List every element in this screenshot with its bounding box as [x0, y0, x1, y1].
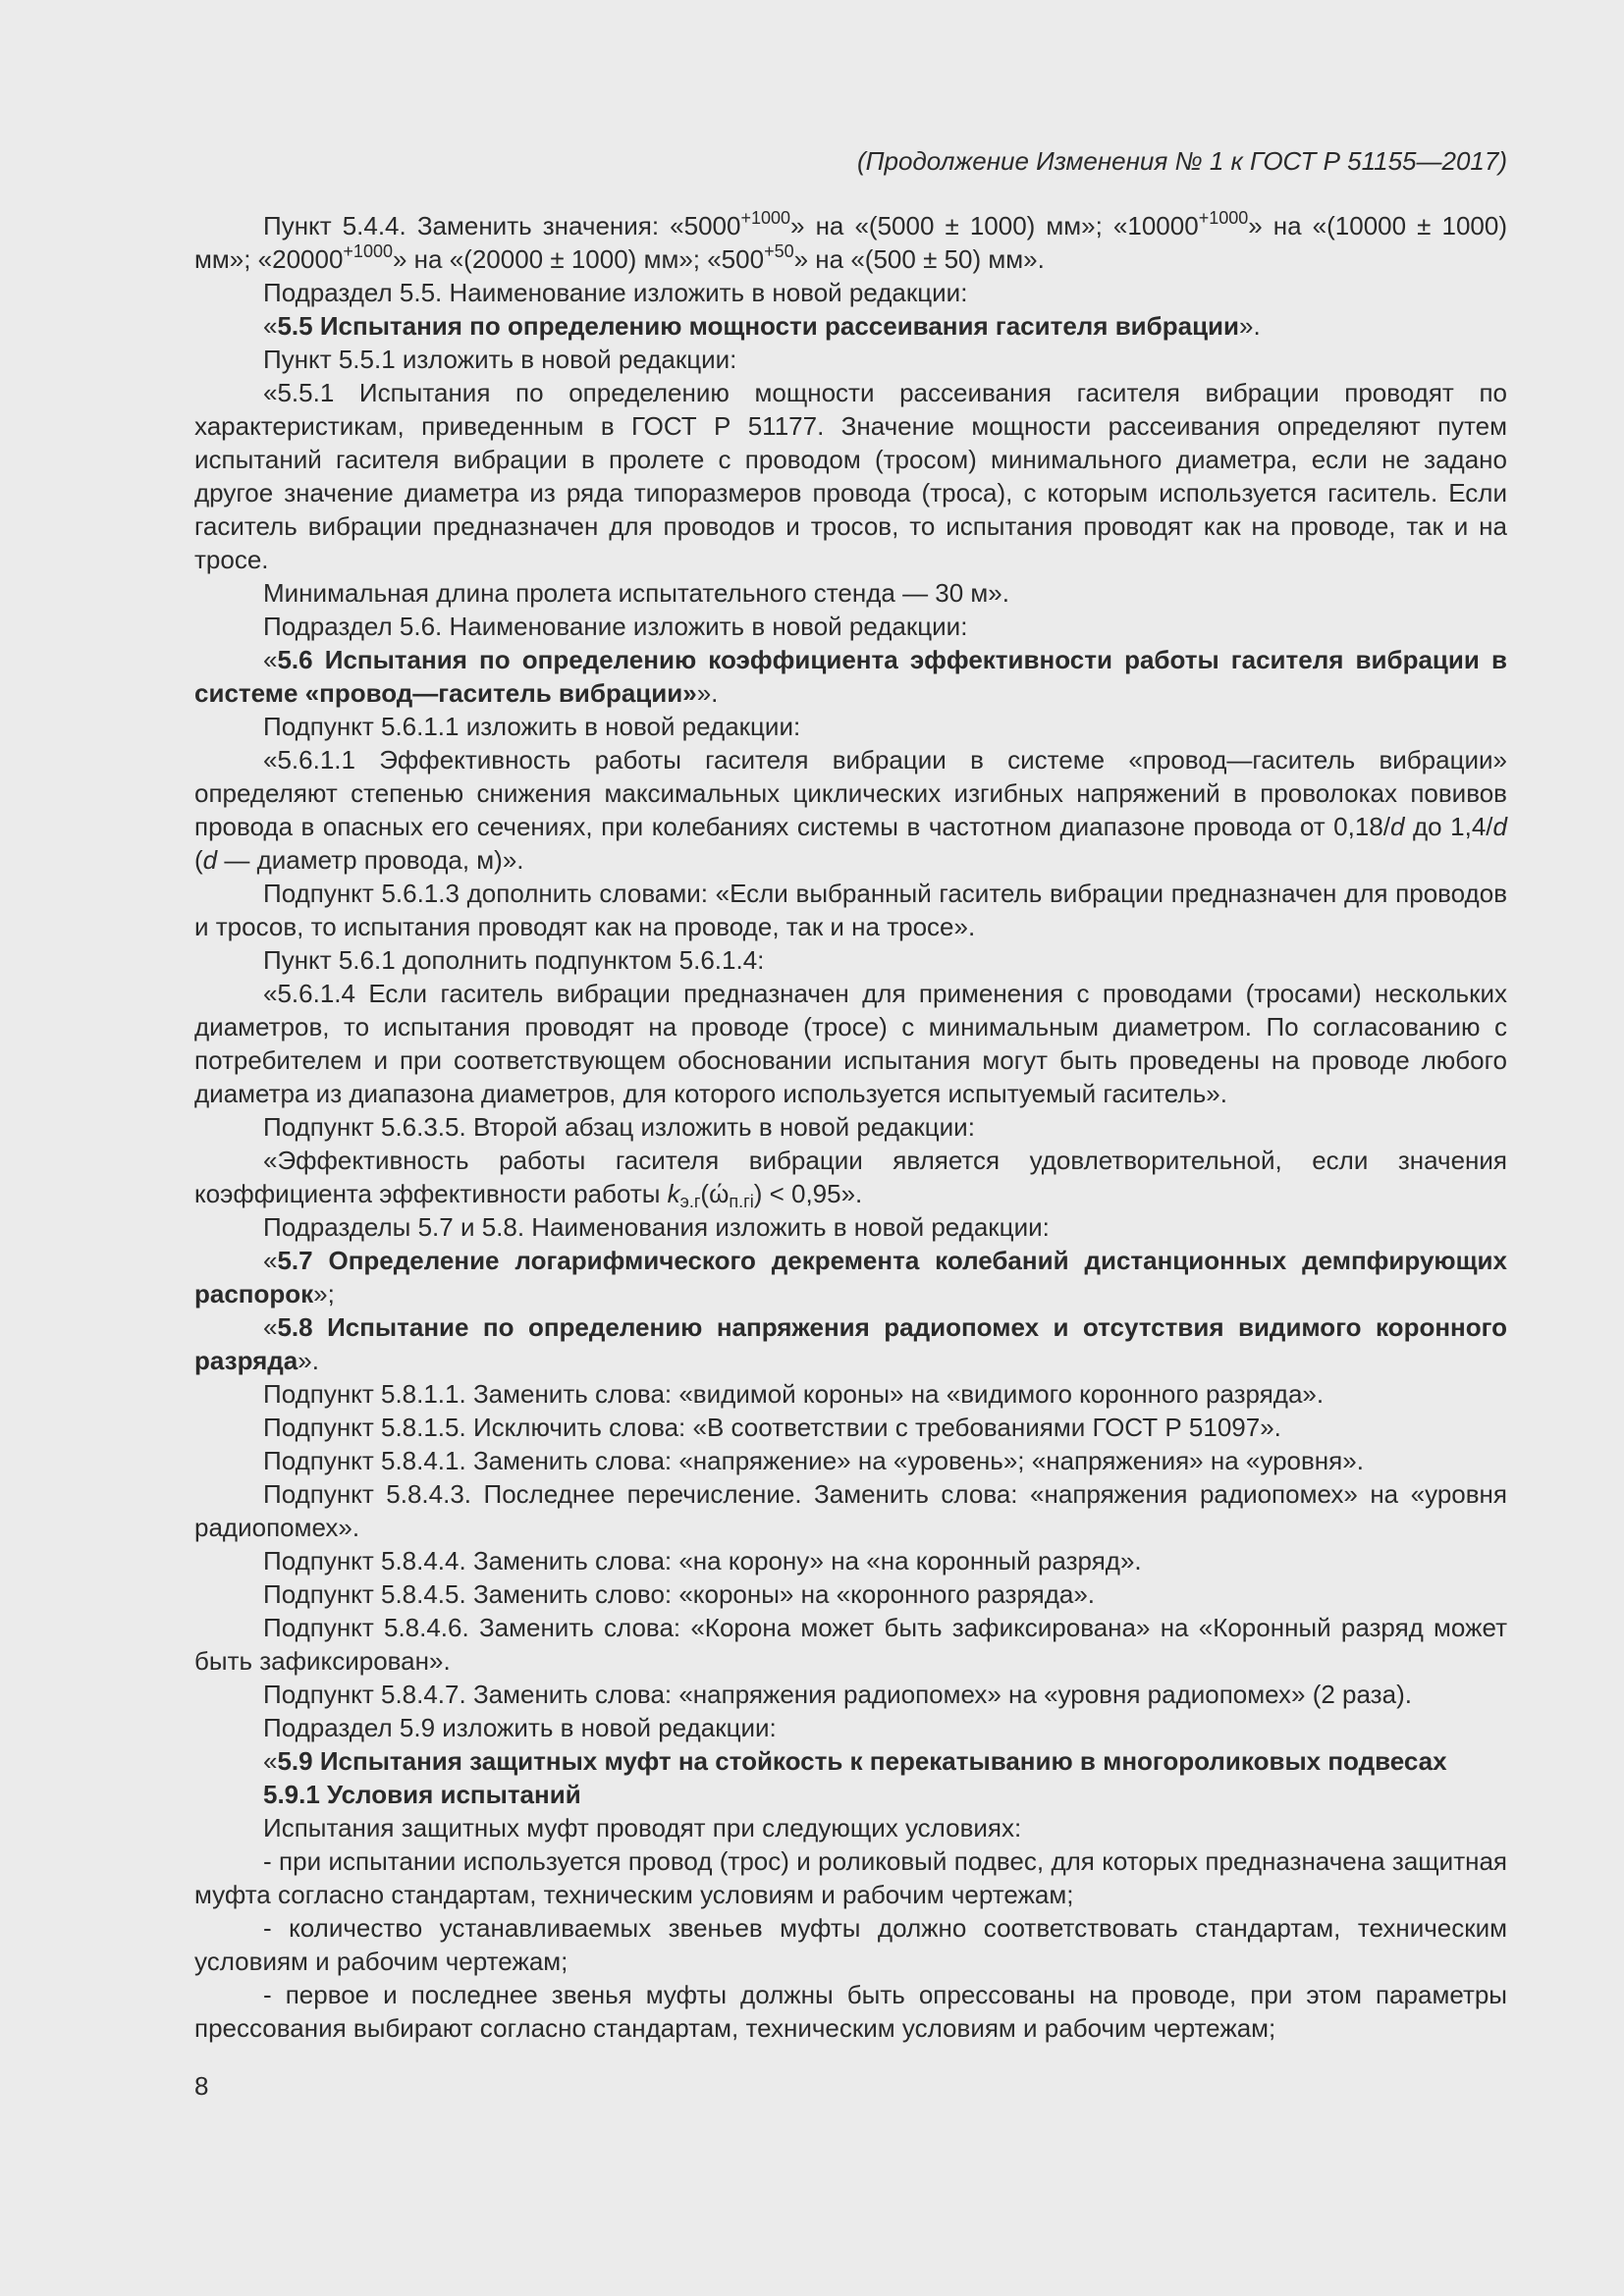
paragraph: Подпункт 5.8.4.4. Заменить слова: «на корону» на «на коронный разряд».: [263, 1546, 1142, 1575]
paragraph: Подпункт 5.6.3.5. Второй абзац изложить в новой редакции:: [263, 1112, 975, 1142]
page-header: (Продолжение Изменения № 1 к ГОСТ Р 51155—2017): [857, 146, 1507, 176]
paragraph: «5.5.1 Испытания по определению мощности рассеивания гасителя вибрации проводят по характеристикам, приведенным в ГОСТ Р 51177. Значение мощности рассеивания определяют путем испытаний гасителя вибрации в пролете с проводом (тросом) минимального диаметра, если не задано другое значение диаметра из ряда типоразмеров провода (троса), с которым используется гаситель. Если гаситель вибрации предназначен для проводов и тросов, то испытания проводят как на проводе, так и на тросе.: [194, 378, 1507, 574]
paragraph: Подпункт 5.6.1.3 дополнить словами: «Если выбранный гаситель вибрации предназначен для проводов и тросов, то испытания проводят как на проводе, так и на тросе».: [194, 879, 1507, 941]
subscript: э.г: [679, 1192, 701, 1211]
subheading-5-9-1: [194, 1778, 1507, 1811]
paragraph: Подпункт 5.6.1.1 изложить в новой редакции:: [263, 712, 801, 741]
paragraph: Испытания защитных муфт проводят при следующих условиях:: [263, 1813, 1022, 1842]
paragraph: Подпункт 5.8.4.7. Заменить слова: «напряжения радиопомех» на «уровня радиопомех» (2 раза).: [263, 1680, 1412, 1709]
bold-heading: 5.9.1 Условия испытаний: [263, 1780, 581, 1809]
text: «5.6.1.1 Эффективность работы гасителя вибрации в системе «провод—гаситель вибрации» определяют степенью снижения максимальных циклических изгибных напряжений в проволоках повивов провода в опасных его сечениях, при колебаниях системы в частотном диапазоне провода от 0,18/: [194, 745, 1507, 841]
text: — диаметр провода, м)».: [217, 845, 524, 875]
paragraph: Подраздел 5.5. Наименование изложить в новой редакции:: [263, 278, 968, 307]
heading-quote-5-8: [194, 1310, 1507, 1377]
text: (ώ: [700, 1179, 730, 1208]
bold-heading: 5.8 Испытание по определению напряжения радиопомех и отсутствия видимого коронного разряда: [194, 1312, 1507, 1375]
italic-d: d: [1390, 812, 1405, 841]
italic-d: d: [1492, 812, 1507, 841]
paragraph: Пункт 5.5.1 изложить в новой редакции:: [263, 345, 737, 374]
text: »;: [313, 1279, 335, 1308]
text: » на «(10000 ± 1000) мм»; «20000: [194, 211, 1508, 274]
bold-heading: 5.6 Испытания по определению коэффициента эффективности работы гасителя вибрации в системе «провод—гаситель вибрации»: [194, 645, 1507, 708]
paragraph: Подпункт 5.8.4.1. Заменить слова: «напряжение» на «уровень»; «напряжения» на «уровня».: [263, 1446, 1364, 1475]
superscript: +1000: [343, 241, 393, 261]
heading-quote-5-5: [194, 309, 1507, 343]
paragraph: Подпункт 5.8.4.3. Последнее перечисление. Заменить слова: «напряжения радиопомех» на «уровня радиопомех».: [194, 1479, 1507, 1542]
paragraph: «5.6.1.4 Если гаситель вибрации предназначен для применения с проводами (тросами) нескольких диаметров, то испытания проводят на проводе (тросе) с минимальным диаметром. По согласованию с потребителем и при соответствующем обосновании испытания могут быть проведены на проводе любого диаметра из диапазона диаметров, для которого используется испытуемый гаситель».: [194, 979, 1507, 1108]
paragraph: Подпункт 5.8.1.1. Заменить слова: «видимой короны» на «видимого коронного разряда».: [263, 1379, 1325, 1409]
paragraph: Подпункт 5.8.1.5. Исключить слова: «В соответствии с требованиями ГОСТ Р 51097».: [263, 1413, 1281, 1442]
quote-mark: «: [263, 645, 278, 674]
paragraph-5-4-4: [194, 209, 1507, 276]
subscript: п.гi: [729, 1192, 754, 1211]
quote-mark: «: [263, 1312, 278, 1342]
paragraph: Минимальная длина пролета испытательного стенда — 30 м».: [263, 578, 1009, 608]
list-item: - при испытании используется провод (трос) и роликовый подвес, для которых предназначена защитная муфта согласно стандартам, техническим условиям и рабочим чертежам;: [194, 1846, 1507, 1909]
document-body: [194, 209, 1507, 2045]
superscript: +1000: [1198, 208, 1249, 228]
text: ».: [1239, 311, 1261, 341]
text: Пункт 5.4.4. Заменить значения: «5000: [263, 211, 741, 240]
text: ) < 0,95».: [753, 1179, 863, 1208]
bold-heading: 5.7 Определение логарифмического декремента колебаний дистанционных демпфирующих распорок: [194, 1246, 1507, 1308]
list-item: - количество устанавливаемых звеньев муфты должно соответствовать стандартам, техническим условиям и рабочим чертежам;: [194, 1913, 1507, 1976]
paragraph: Подпункт 5.8.4.6. Заменить слова: «Корона может быть зафиксирована» на «Коронный разряд может быть зафиксирован».: [194, 1613, 1507, 1676]
text: до 1,4/: [1404, 812, 1493, 841]
formula-k: k: [667, 1179, 680, 1208]
paragraph-5-6-1-1: [194, 743, 1507, 877]
text: (: [194, 845, 203, 875]
paragraph: Подраздел 5.9 изложить в новой редакции:: [263, 1713, 777, 1742]
superscript: +50: [764, 241, 794, 261]
text: » на «(20000 ± 1000) мм»; «500: [392, 244, 765, 274]
list-item: - первое и последнее звенья муфты должны быть опрессованы на проводе, при этом параметры прессования выбирают согласно стандартам, техническим условиям и рабочим чертежам;: [194, 1980, 1507, 2043]
heading-quote-5-7: [194, 1244, 1507, 1310]
paragraph: Подраздел 5.6. Наименование изложить в новой редакции:: [263, 612, 968, 641]
page-number: 8: [194, 2071, 209, 2101]
text: ».: [298, 1346, 319, 1375]
superscript: +1000: [740, 208, 791, 228]
quote-mark: «: [263, 1746, 278, 1776]
quote-mark: «: [263, 311, 278, 341]
heading-quote-5-6: [194, 643, 1507, 710]
paragraph: Подразделы 5.7 и 5.8. Наименования изложить в новой редакции:: [263, 1212, 1050, 1242]
quote-mark: «: [263, 1246, 278, 1275]
paragraph-formula: [194, 1144, 1507, 1210]
paragraph: Подпункт 5.8.4.5. Заменить слово: «короны» на «коронного разряда».: [263, 1579, 1096, 1609]
heading-quote-5-9: [194, 1744, 1507, 1778]
text: » на «(5000 ± 1000) мм»; «10000: [790, 211, 1199, 240]
paragraph: Пункт 5.6.1 дополнить подпунктом 5.6.1.4:: [263, 945, 765, 975]
bold-heading: 5.9 Испытания защитных муфт на стойкость к перекатыванию в многороликовых подвесах: [277, 1746, 1447, 1776]
formula: [667, 1179, 863, 1211]
text: » на «(500 ± 50) мм».: [793, 244, 1045, 274]
text: ».: [696, 678, 719, 708]
italic-d: d: [202, 845, 218, 875]
text: «Эффективность работы гасителя вибрации является удовлетворительной, если значения коэффициента эффективности работы: [194, 1146, 1507, 1208]
bold-heading: 5.5 Испытания по определению мощности рассеивания гасителя вибрации: [277, 311, 1240, 341]
